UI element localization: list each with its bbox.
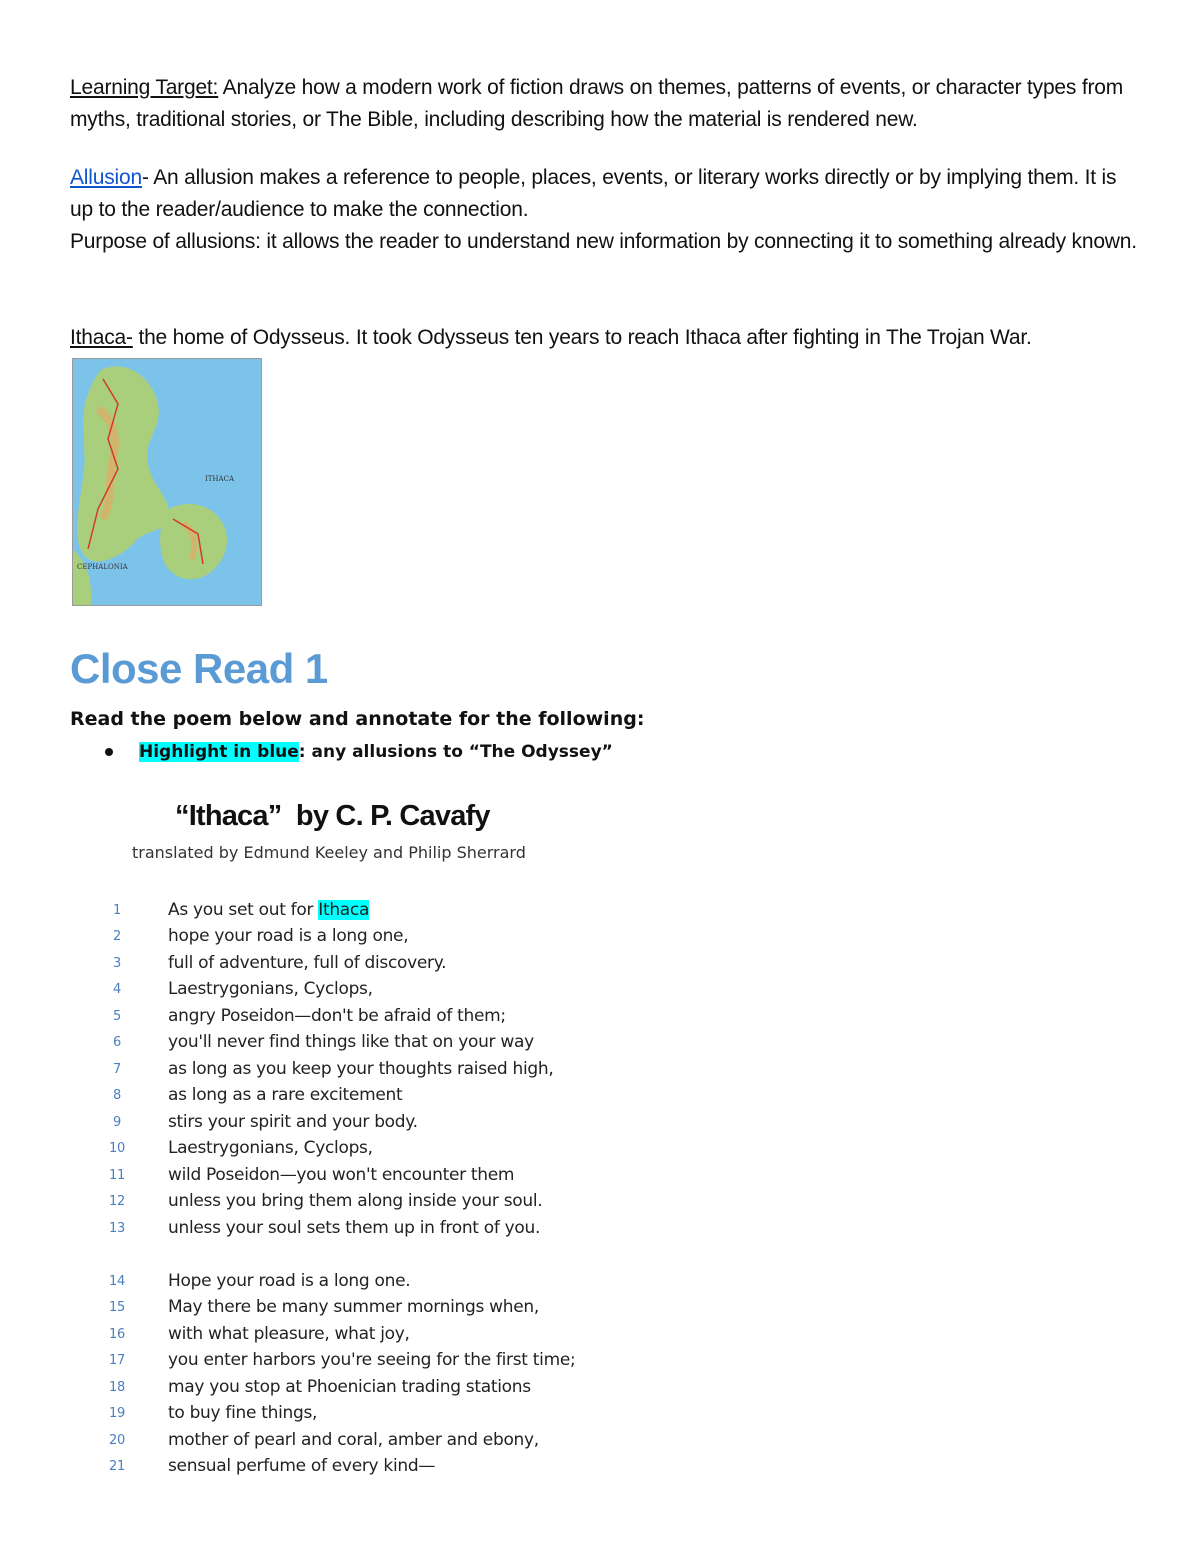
allusion-link[interactable]: Allusion [70, 166, 142, 189]
close-read-heading: Close Read 1 [70, 645, 328, 692]
line-text: with what pleasure, what joy, [168, 1324, 410, 1344]
line-text: Laestrygonians, Cyclops, [168, 979, 373, 999]
learning-target-label: Learning Target: [70, 76, 219, 99]
line-number: 21 [109, 1459, 125, 1474]
line-text: wild Poseidon—you won't encounter them [168, 1165, 515, 1185]
line-number: 18 [109, 1380, 125, 1395]
line-text: Laestrygonians, Cyclops, [168, 1138, 373, 1158]
poem-translator: translated by Edmund Keeley and Philip Sherrard [132, 843, 526, 862]
line-number: 16 [109, 1327, 125, 1342]
line-number: 1 [113, 903, 121, 918]
line-text: you enter harbors you're seeing for the first time; [168, 1350, 576, 1370]
line-text: unless you bring them along inside your soul. [168, 1191, 543, 1211]
allusion-definition-paragraph [70, 162, 1140, 226]
line-text: as long as a rare excitement [168, 1085, 403, 1105]
ithaca-map-image [72, 358, 262, 606]
line-number: 17 [109, 1353, 125, 1368]
line-text: angry Poseidon—don't be afraid of them; [168, 1006, 506, 1026]
ithaca-term: Ithaca- [70, 326, 133, 349]
line-number: 14 [109, 1274, 125, 1289]
line-number: 19 [109, 1406, 125, 1421]
map-label-ithaca: ITHACA [205, 475, 235, 483]
ithaca-map-graphic [73, 359, 261, 605]
allusion-purpose: Purpose of allusions: it allows the reader to understand new information by connecting it to something already known. [70, 230, 1137, 253]
bullet-dot-icon [105, 748, 113, 756]
line-number: 11 [109, 1168, 125, 1183]
line-number: 10 [109, 1141, 125, 1156]
line-text: sensual perfume of every kind— [168, 1456, 436, 1476]
line-number: 13 [109, 1221, 125, 1236]
ithaca-note-text: the home of Odysseus. It took Odysseus ten years to reach Ithaca after fighting in The Trojan War. [132, 326, 1032, 349]
allusion-purpose-paragraph [70, 226, 1140, 258]
poem-title: “Ithaca” by C. P. Cavafy [175, 800, 490, 832]
allusion-definition: - An allusion makes a reference to people, places, events, or literary works directly or by implying them. It is up to the reader/audience to make the connection. [70, 166, 1117, 221]
line-number: 2 [113, 929, 121, 944]
line-text-plain: As you set out for [168, 900, 319, 920]
line-text: full of adventure, full of discovery. [168, 953, 447, 973]
highlight-in-blue-label: Highlight in blue [139, 742, 299, 762]
line-number: 6 [113, 1035, 121, 1050]
line-number: 9 [113, 1115, 121, 1130]
line-number: 12 [109, 1194, 125, 1209]
line-number: 15 [109, 1300, 125, 1315]
bullet-rest-text: : any allusions to “The Odyssey” [298, 742, 613, 762]
line-text: May there be many summer mornings when, [168, 1297, 539, 1317]
line-text: may you stop at Phoenician trading stations [168, 1377, 531, 1397]
close-read-instruction: Read the poem below and annotate for the following: [70, 708, 645, 730]
map-label-cephalonia: CEPHALONIA [77, 563, 128, 571]
line-number: 8 [113, 1088, 121, 1103]
line-text: Hope your road is a long one. [168, 1271, 411, 1291]
line-text: unless your soul sets them up in front of you. [168, 1218, 541, 1238]
line-text: as long as you keep your thoughts raised high, [168, 1059, 554, 1079]
line-text: stirs your spirit and your body. [168, 1112, 418, 1132]
learning-target-text: Analyze how a modern work of fiction draws on themes, patterns of events, or character types from myths, traditional stories, or The Bible, including describing how the material is rendered new. [70, 76, 1124, 131]
annotation-bullet [105, 742, 613, 762]
line-text: hope your road is a long one, [168, 926, 409, 946]
highlighted-allusion: Ithaca [318, 900, 370, 920]
learning-target-paragraph [70, 72, 1140, 136]
ithaca-note-paragraph [70, 322, 1140, 354]
line-text [168, 900, 369, 920]
line-number: 4 [113, 982, 121, 997]
line-text: you'll never find things like that on your way [168, 1032, 534, 1052]
line-number: 3 [113, 956, 121, 971]
line-text: to buy fine things, [168, 1403, 318, 1423]
line-number: 7 [113, 1062, 121, 1077]
line-text: mother of pearl and coral, amber and ebony, [168, 1430, 539, 1450]
line-number: 5 [113, 1009, 121, 1024]
line-number: 20 [109, 1433, 125, 1448]
